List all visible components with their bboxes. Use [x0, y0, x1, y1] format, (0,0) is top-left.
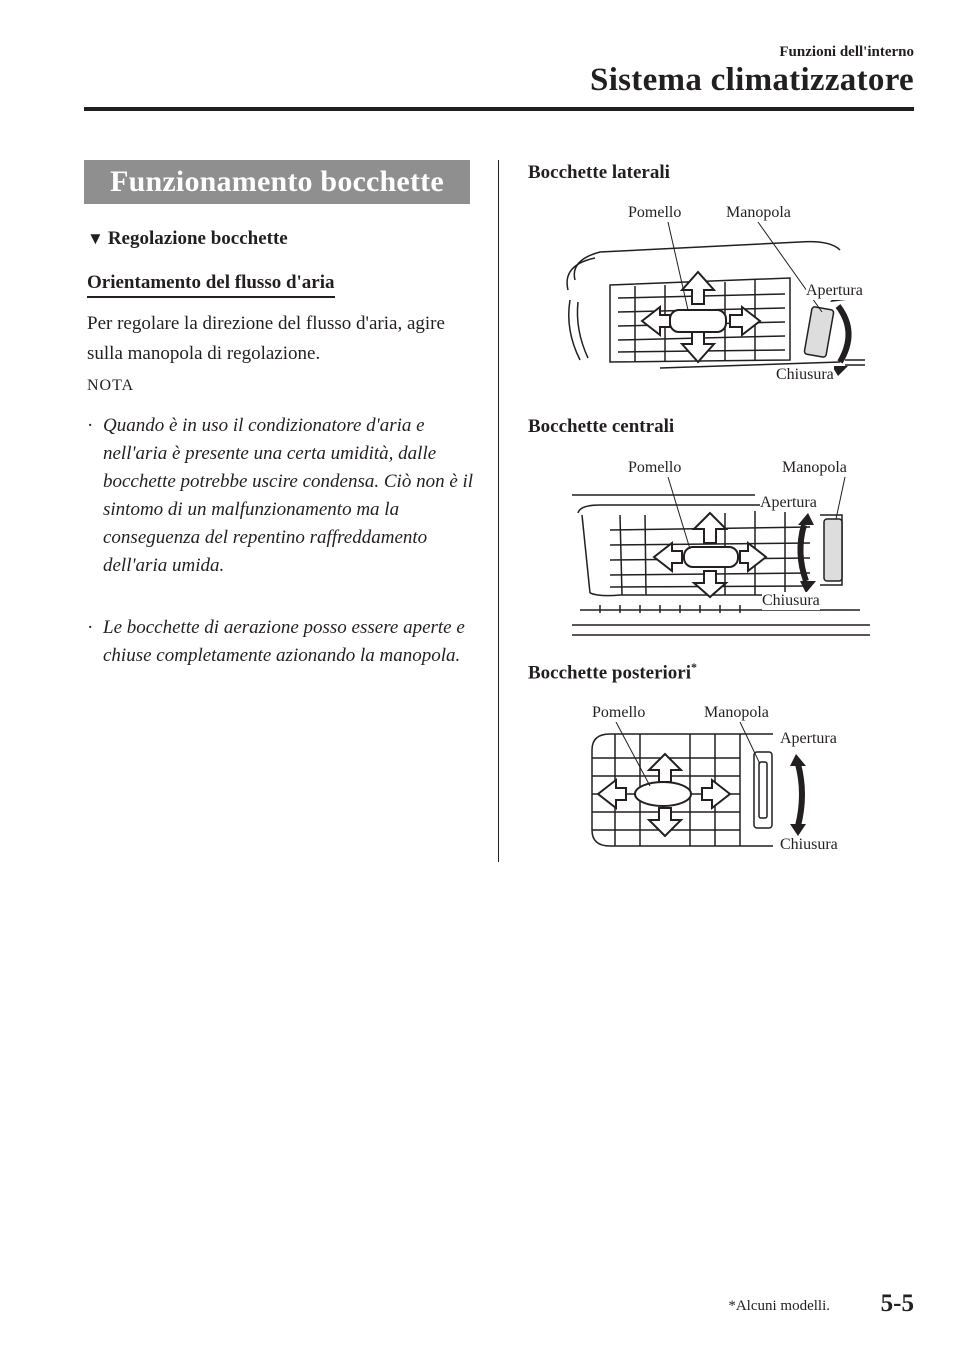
rear-vents-heading-text: Bocchette posteriori [528, 662, 692, 684]
underlined-heading: Orientamento del flusso d'aria [87, 272, 335, 298]
label-dial: Manopola [726, 204, 791, 221]
rear-vent-illustration [570, 690, 870, 860]
note-item-text: Le bocchette di aerazione posso essere aperte e chiuse completamente azionando la manopola. [103, 617, 465, 666]
label-open: Apertura [760, 494, 817, 511]
label-close: Chiusura [780, 836, 838, 853]
column-divider [498, 160, 499, 862]
optional-marker: * [691, 660, 698, 674]
note-item [87, 614, 477, 670]
central-vent-illustration [560, 445, 880, 645]
label-open: Apertura [780, 730, 837, 747]
footnote: *Alcuni modelli. [728, 1298, 830, 1314]
subsection-title [87, 228, 288, 250]
body-paragraph: Per regolare la direzione del flusso d'aria, agire sulla manopola di regolazione. [87, 313, 445, 364]
note-item-text: Quando è in uso il condizionatore d'aria e nell'aria è presente una certa umidità, dalle bocchette potrebbe uscire condensa. Ciò non è il sintomo di un malfunzionamento ma la conseguenza del repentino raffreddamento dell'aria umida. [103, 415, 474, 576]
header-rule [84, 107, 914, 111]
rear-vents-heading [528, 660, 697, 684]
label-knob: Pomello [628, 204, 682, 221]
section-title: Funzionamento bocchette [84, 160, 470, 204]
lateral-vent-illustration [540, 190, 880, 400]
label-close: Chiusura [762, 592, 820, 609]
lateral-vents-heading: Bocchette laterali [528, 162, 670, 183]
label-dial: Manopola [704, 704, 769, 721]
subsection-title-text: Regolazione bocchette [107, 228, 288, 249]
running-header-section: Funzioni dell'interno [779, 44, 914, 60]
bullet-icon: · [87, 617, 94, 638]
running-header-chapter: Sistema climatizzatore [590, 62, 914, 98]
note-label: NOTA [87, 377, 135, 394]
label-knob: Pomello [592, 704, 646, 721]
page-number: 5-5 [880, 1290, 914, 1317]
note-item [87, 412, 477, 580]
label-open: Apertura [806, 282, 863, 299]
label-dial: Manopola [782, 459, 847, 476]
central-vents-heading: Bocchette centrali [528, 416, 675, 437]
label-close: Chiusura [776, 366, 834, 383]
bullet-icon: · [87, 415, 94, 436]
label-knob: Pomello [628, 459, 682, 476]
triangle-marker-icon: ▼ [87, 229, 104, 248]
